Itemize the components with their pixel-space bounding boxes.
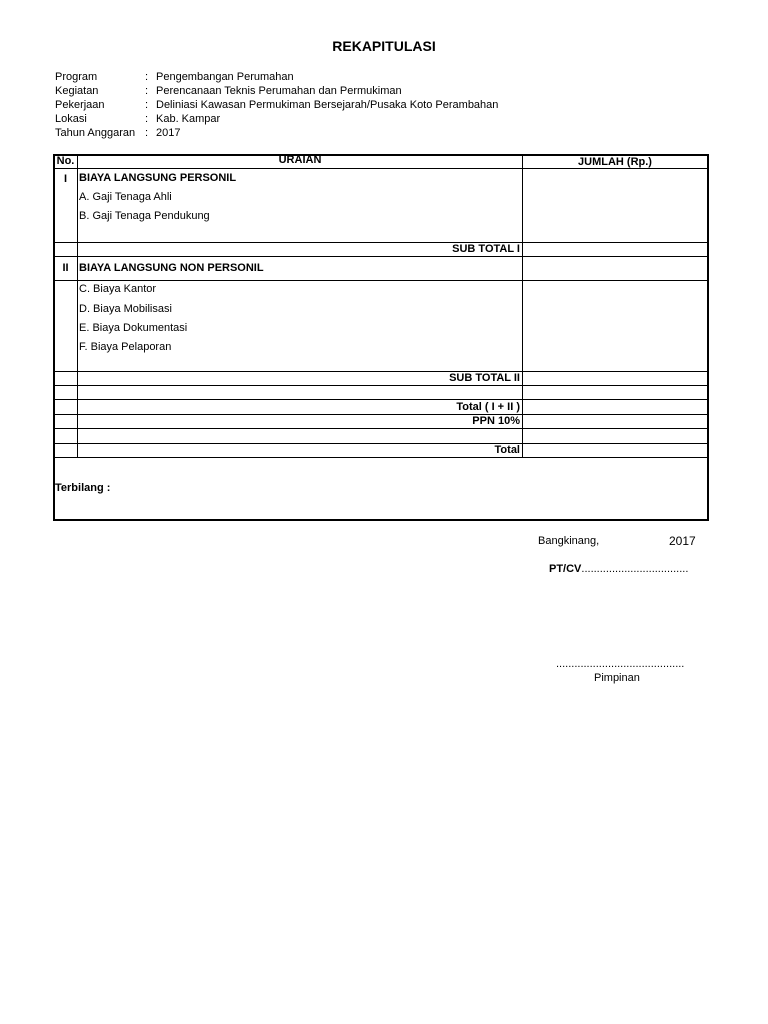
meta-label: Program [55,71,98,83]
table-divider [53,385,709,386]
ppn-label: PPN 10% [472,415,520,427]
header-uraian: URAIAN [278,154,322,166]
signature-line: .......................................... [556,658,685,670]
total-label: Total ( I + II ) [456,401,520,413]
section-title: BIAYA LANGSUNG NON PERSONIL [79,262,264,274]
table-divider [522,154,523,458]
company-label: PT/CV [549,563,582,575]
subtotal-label: SUB TOTAL II [449,372,520,384]
meta-label: Tahun Anggaran [55,127,136,139]
signature-year: 2017 [669,534,696,548]
list-item: D. Biaya Mobilisasi [79,303,172,315]
list-item: B. Gaji Tenaga Pendukung [79,210,210,222]
meta-value: Perencanaan Teknis Perumahan dan Permukiman [156,85,402,97]
meta-colon: : [145,71,149,83]
list-item: A. Gaji Tenaga Ahli [79,191,172,203]
signature-role: Pimpinan [594,672,640,684]
meta-label: Lokasi [55,113,87,125]
section-number: II [62,262,69,274]
grand-total-label: Total [494,444,520,456]
meta-value: Pengembangan Perumahan [156,71,294,83]
list-item: E. Biaya Dokumentasi [79,322,188,334]
table-divider [77,154,78,458]
meta-colon: : [145,85,149,97]
section-number: I [63,173,68,185]
meta-value: 2017 [156,127,181,139]
meta-value: Kab. Kampar [156,113,221,125]
meta-value: Deliniasi Kawasan Permukiman Bersejarah/Pusaka Koto Perambahan [156,99,499,111]
terbilang-label: Terbilang : [55,482,111,494]
meta-colon: : [145,99,149,111]
header-jumlah: JUMLAH (Rp.) [578,156,652,168]
list-item: F. Biaya Pelaporan [79,341,172,353]
page-title: REKAPITULASI [332,38,436,54]
meta-label: Kegiatan [55,85,99,97]
meta-colon: : [145,113,149,125]
signature-place: Bangkinang, [538,535,600,547]
section-title: BIAYA LANGSUNG PERSONIL [79,172,237,184]
subtotal-label: SUB TOTAL I [452,243,520,255]
table-divider [53,256,709,257]
list-item: C. Biaya Kantor [79,283,157,295]
header-no: No. [56,155,75,167]
table-divider [53,280,709,281]
table-divider [53,428,709,429]
table-divider [53,457,709,458]
table-divider [53,399,709,400]
meta-label: Pekerjaan [55,99,105,111]
meta-colon: : [145,127,149,139]
signature-company [549,563,688,575]
company-dots: ................................... [581,563,689,575]
